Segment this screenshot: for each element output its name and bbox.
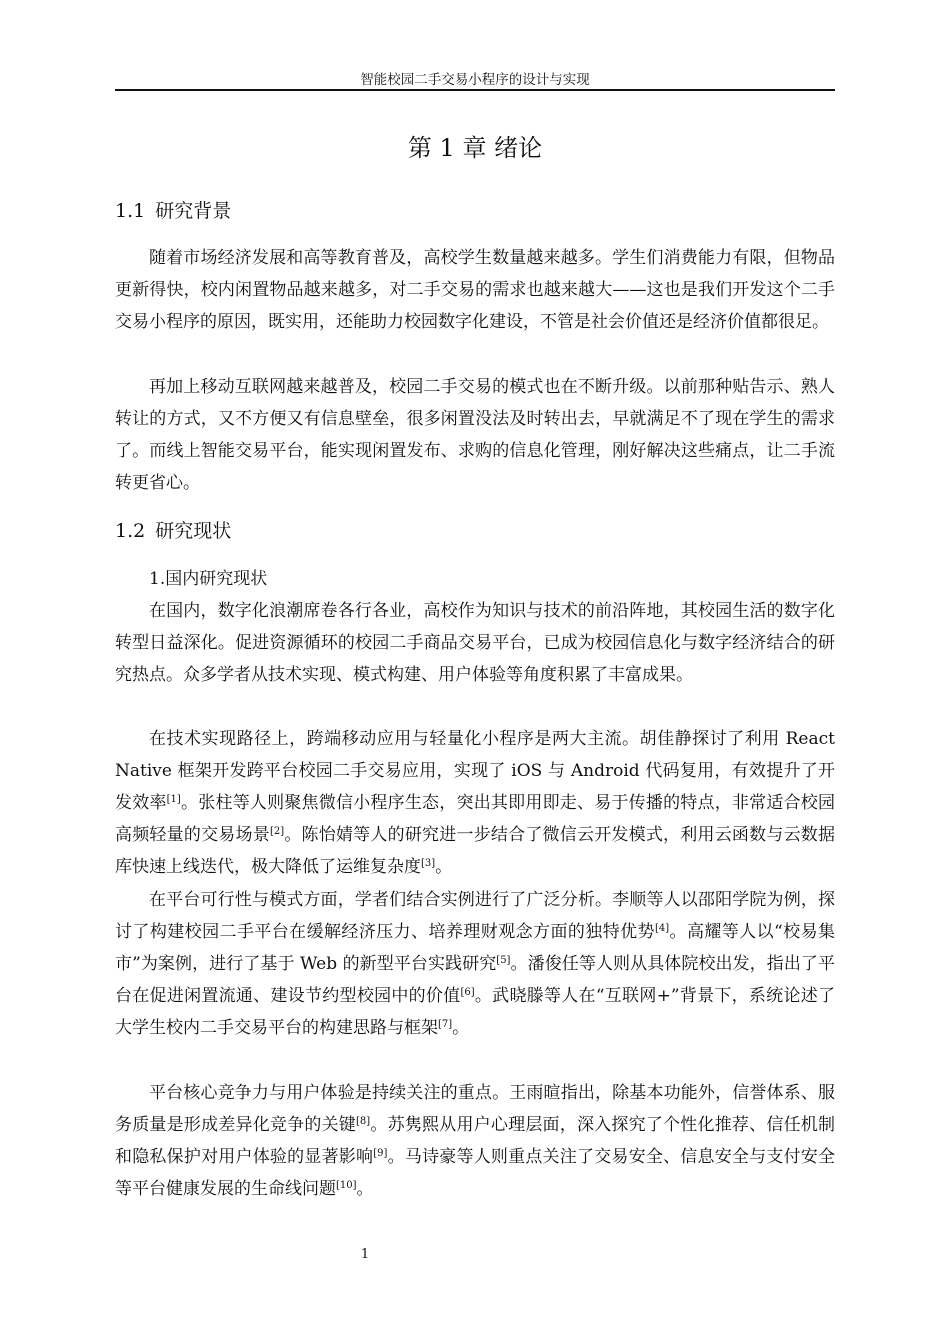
text-run: 。	[452, 1018, 470, 1038]
page-number: 1	[360, 1247, 370, 1262]
citation: [8]	[356, 1116, 371, 1127]
chapter-title: 第 1 章 绪论	[407, 134, 543, 162]
citation: [3]	[421, 858, 436, 869]
paragraph: 再加上移动互联网越来越普及，校园二手交易的模式也在不断升级。以前那种贴告示、熟人转让的方式，又不方便又有信息壁垒，很多闲置没法及时转出去，早就满足不了现在学生的需求了。而线上智能交易平台，能实现闲置发布、求购的信息化管理，刚好解决这些痛点，让二手流转更省心。	[115, 377, 835, 493]
text-run: 。	[356, 1179, 374, 1199]
running-header: 智能校园二手交易小程序的设计与实现	[360, 72, 590, 88]
citation: [2]	[269, 826, 285, 837]
text-run: 在平台可行性与模式方面，学者们结合实例进行了广泛分析。李顺等人以邵阳学院为例，探讨了构建校园二手平台在缓解经济压力、培养理财观念方面的独特优势	[115, 890, 835, 942]
sub-heading: 1.国内研究现状	[149, 569, 268, 589]
text-run: 。武晓滕等人在“互联网+”背景下，系统论述了大学生校内二手交易平台的构建思路与框架	[115, 986, 835, 1038]
citation: [9]	[373, 1148, 388, 1159]
citation: [10]	[336, 1180, 357, 1191]
section-number: 1.2	[115, 520, 146, 542]
text-run: 。张柱等人则聚焦微信小程序生态，突出其即用即走、易于传播的特点，非常适合校园高频轻量的交易场景	[115, 793, 836, 845]
text-run: 。马诗豪等人则重点关注了交易安全、信息安全与支付安全等平台健康发展的生命线问题	[115, 1147, 836, 1199]
section-heading-1-1	[115, 196, 231, 223]
paragraph: 在国内，数字化浪潮席卷各行各业，高校作为知识与技术的前沿阵地，其校园生活的数字化转型日益深化。促进资源循环的校园二手商品交易平台，已成为校园信息化与数字经济结合的研究热点。众多学者从技术实现、模式构建、用户体验等角度积累了丰富成果。	[115, 601, 835, 685]
text-run: 。苏隽熙从用户心理层面，深入探究了个性化推荐、信任机制和隐私保护对用户体验的显著影响	[115, 1115, 835, 1167]
citation: [1]	[166, 794, 181, 805]
paragraph: 随着市场经济发展和高等教育普及，高校学生数量越来越多。学生们消费能力有限，但物品更新得快，校内闲置物品越来越多，对二手交易的需求也越来越大——这也是我们开发这个二手交易小程序的原因，既实用，还能助力校园数字化建设，不管是社会价值还是经济价值都很足。	[115, 248, 835, 332]
text-run: 。	[435, 857, 453, 877]
citation: [5]	[496, 955, 511, 966]
text-run: 。潘俊任等人则从具体院校出发，指出了平台在促进闲置流通、建设节约型校园中的价值	[115, 954, 835, 1006]
citation: [7]	[438, 1019, 453, 1030]
text-run: 。陈怡婧等人的研究进一步结合了微信云开发模式，利用云函数与云数据库快速上线迭代，极大降低了运维复杂度	[115, 825, 835, 877]
text-run: 在技术实现路径上，跨端移动应用与轻量化小程序是两大主流。胡佳静探讨了利用 React Native 框架开发跨平台校园二手交易应用，实现了 iOS 与 Android 代码复用，有效提升了开发效率	[115, 729, 835, 813]
section-heading-1-2	[115, 516, 231, 543]
text-run: 。高耀等人以“校易集市”为案例，进行了基于 Web 的新型平台实践研究	[115, 922, 835, 974]
section-title: 研究现状	[155, 520, 232, 542]
citation: [6]	[460, 987, 475, 998]
paragraph	[115, 884, 835, 1044]
paragraph	[115, 1077, 835, 1205]
text-run: 平台核心竞争力与用户体验是持续关注的重点。王雨暄指出，除基本功能外，信誉体系、服务质量是形成差异化竞争的关键	[115, 1083, 835, 1135]
section-number: 1.1	[115, 200, 146, 222]
citation: [4]	[654, 923, 670, 934]
section-title: 研究背景	[155, 200, 232, 222]
header-rule	[115, 89, 835, 91]
paragraph	[115, 723, 835, 883]
